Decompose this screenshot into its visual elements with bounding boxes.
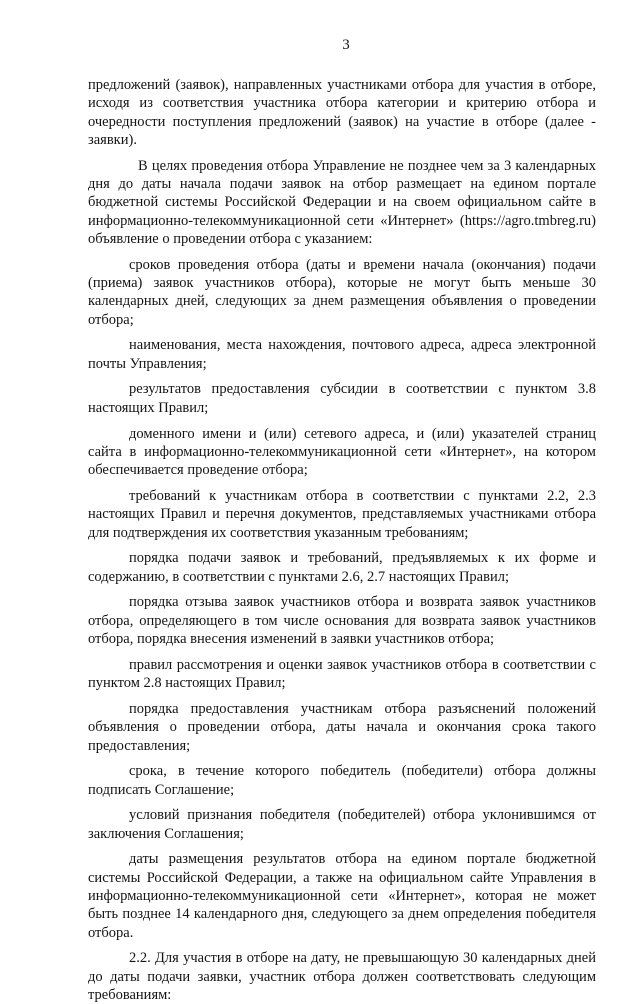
list-item-results: результатов предоставления субсидии в соответствии с пунктом 3.8 настоящих Правил; xyxy=(88,381,596,416)
paragraph-announcement: В целях проведения отбора Управление не позднее чем за 3 календарных дня до даты начала подачи заявок на отбор размещает на едином портале бюджетной системы Российской Федерации и на своем официальном сайте в информационно-телекоммуникационной сети «Интернет» (https://agro.tmbreg.ru) объявление о проведении отбора с указанием: xyxy=(88,157,596,247)
list-item-evasion: условий признания победителя (победителей) отбора уклонившимся от заключения Соглашения; xyxy=(88,807,596,842)
list-item-withdrawal: порядка отзыва заявок участников отбора и возврата заявок участников отбора, определяющего в том числе основания для возврата заявок участников отбора, порядка внесения изменений в заявки участников отбора; xyxy=(88,594,596,648)
list-item-publication-date: даты размещения результатов отбора на едином портале бюджетной системы Российской Федерации, а также на официальном сайте Управления в информационно-телекоммуникационной сети «Интернет», которая не может быть позднее 14 календарного дня, следующего за днем определения победителя отбора. xyxy=(88,851,596,941)
list-item-submission: порядка подачи заявок и требований, предъявляемых к их форме и содержанию, в соответствии с пунктами 2.6, 2.7 настоящих Правил; xyxy=(88,550,596,585)
list-item-clarifications: порядка предоставления участникам отбора разъяснений положений объявления о проведении отбора, даты начала и окончания срока такого предоставления; xyxy=(88,700,596,754)
paragraph-continuation: предложений (заявок), направленных участниками отбора для участия в отборе, исходя из соответствия участника отбора категории и критерию отбора и очередности поступления предложений (заявок) на участие в отборе (далее - заявки). xyxy=(88,77,596,148)
document-body xyxy=(88,76,596,1004)
page-number: 3 xyxy=(342,37,350,53)
list-item-signing-term: срока, в течение которого победитель (победители) отбора должны подписать Соглашение; xyxy=(88,763,596,798)
list-item-terms: сроков проведения отбора (даты и времени начала (окончания) подачи (приема) заявок участников отбора), которые не могут быть меньше 30 календарных дней, следующих за днем размещения объявления о проведении отбора; xyxy=(88,256,596,328)
paragraph-section-2-2: 2.2. Для участия в отборе на дату, не превышающую 30 календарных дней до даты подачи заявки, участник отбора должен соответствовать следующим требованиям: xyxy=(88,950,596,1004)
list-item-address: наименования, места нахождения, почтового адреса, адреса электронной почты Управления; xyxy=(88,337,596,372)
list-item-domain: доменного имени и (или) сетевого адреса, и (или) указателей страниц сайта в информационно-телекоммуникационной сети «Интернет», на котором обеспечивается проведение отбора; xyxy=(88,425,596,479)
list-item-evaluation: правил рассмотрения и оценки заявок участников отбора в соответствии с пунктом 2.8 настоящих Правил; xyxy=(88,656,596,692)
list-item-requirements: требований к участникам отбора в соответствии с пунктами 2.2, 2.3 настоящих Правил и перечня документов, представляемых участниками отбора для подтверждения их соответствия указанным требованиям; xyxy=(88,487,596,541)
